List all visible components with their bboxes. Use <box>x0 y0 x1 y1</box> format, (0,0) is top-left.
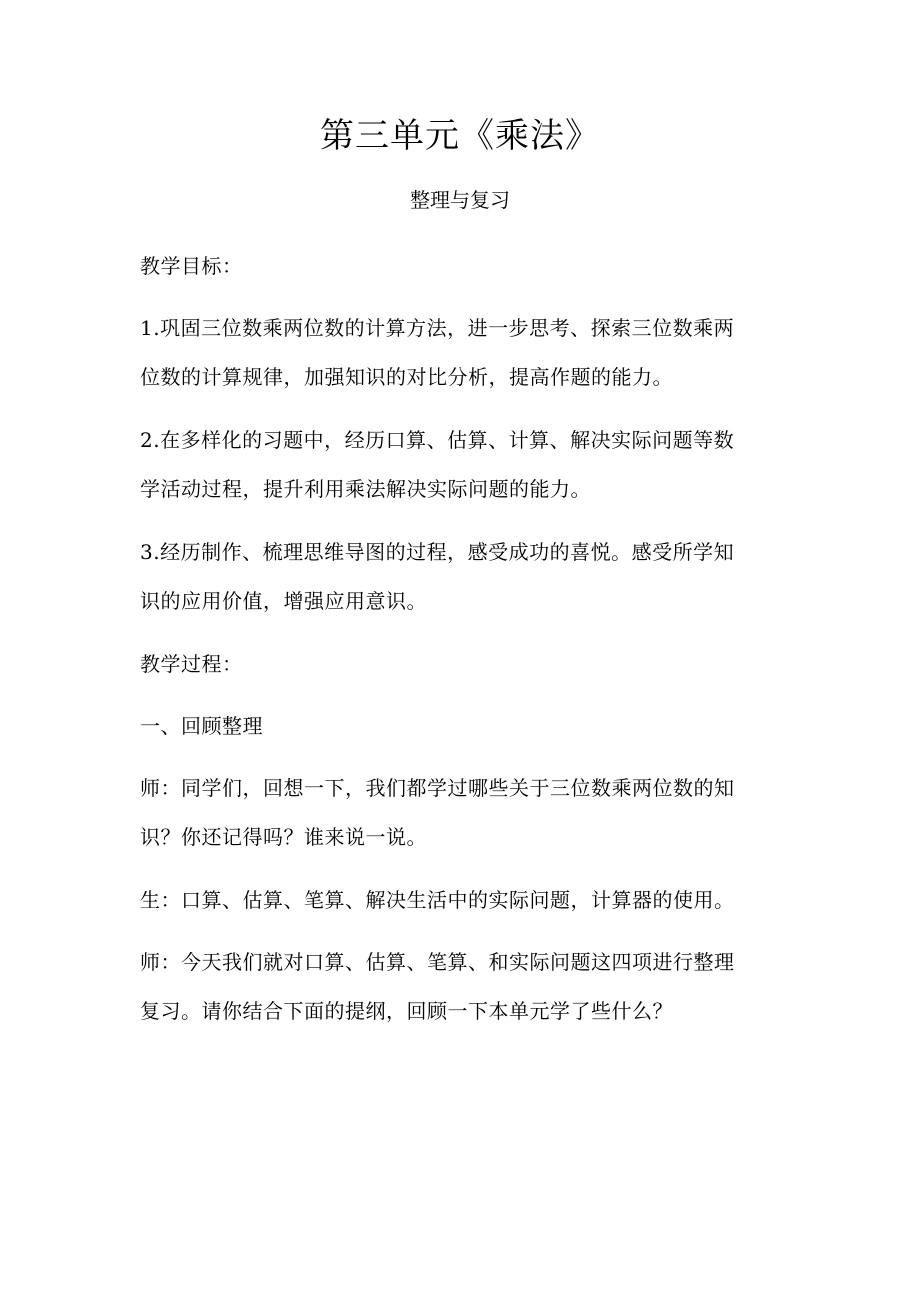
paragraph-line: 3.经历制作、梳理思维导图的过程，感受成功的喜悦。感受所学知 <box>140 540 735 564</box>
paragraph-line: 学活动过程，提升利用乘法解决实际问题的能力。 <box>140 477 591 501</box>
paragraph-line: 师：同学们，回想一下，我们都学过哪些关于三位数乘两位数的知 <box>140 776 735 800</box>
section-heading-process: 教学过程： <box>140 652 243 676</box>
section-heading-review: 一、回顾整理 <box>140 714 263 738</box>
paragraph-line: 识？你还记得吗？谁来说一说。 <box>140 825 427 849</box>
paragraph-line: 识的应用价值，增强应用意识。 <box>140 589 427 613</box>
paragraph-line: 复习。请你结合下面的提纲，回顾一下本单元学了些什么？ <box>140 999 673 1023</box>
document-subtitle: 整理与复习 <box>410 188 510 212</box>
document-title: 第三单元《乘法》 <box>320 116 600 156</box>
paragraph-line: 师：今天我们就对口算、估算、笔算、和实际问题这四项进行整理 <box>140 950 735 974</box>
paragraph-line: 生：口算、估算、笔算、解决生活中的实际问题，计算器的使用。 <box>140 888 735 912</box>
paragraph-line: 2.在多样化的习题中，经历口算、估算、计算、解决实际问题等数 <box>140 428 735 452</box>
section-heading-objectives: 教学目标： <box>140 254 243 278</box>
paragraph-line: 位数的计算规律，加强知识的对比分析，提高作题的能力。 <box>140 365 673 389</box>
paragraph-line: 1.巩固三位数乘两位数的计算方法，进一步思考、探索三位数乘两 <box>140 316 735 340</box>
